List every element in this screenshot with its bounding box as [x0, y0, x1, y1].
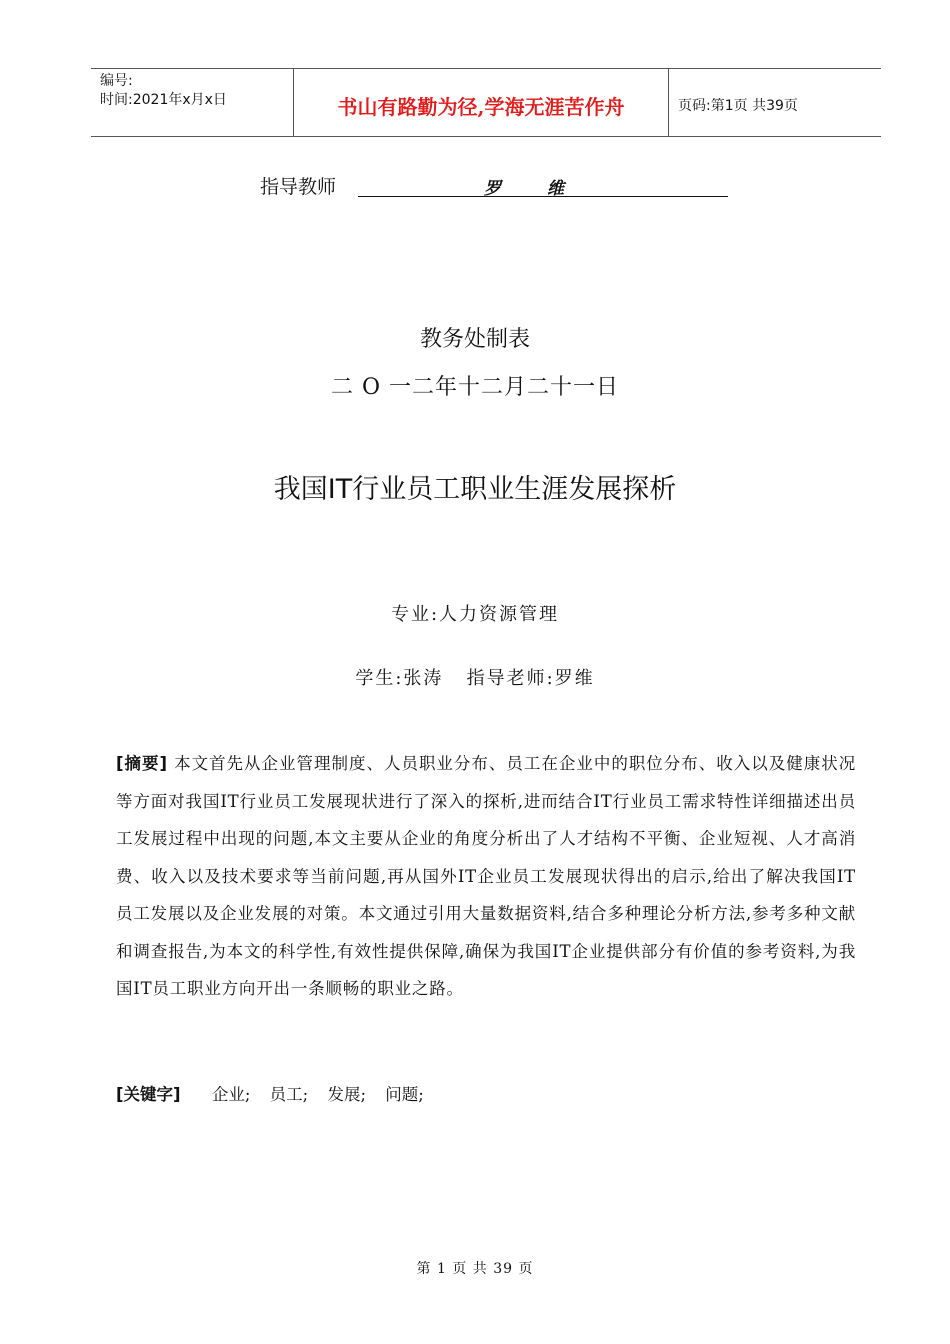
student-line: 学生:张涛 指导老师:罗维 — [355, 668, 595, 689]
keyword-item: 发展; — [327, 1085, 367, 1104]
advisor-label: 指导教师 — [260, 176, 337, 198]
header-motto-cell — [293, 69, 669, 136]
major-line: 专业:人力资源管理 — [390, 604, 560, 625]
header-table — [91, 68, 881, 137]
abstract-label: [摘要] — [116, 754, 168, 773]
time-label: 时间:2021年x月x日 — [100, 92, 227, 108]
abstract-text: 本文首先从企业管理制度、人员职业分布、员工在企业中的职位分布、收入以及健康状况等方面对我国IT行业员工发展现状进行了深入的探析,进而结合IT行业员工需求特性详细描述出员工发展过程中出现的问题,本文主要从企业的角度分析出了人才结构不平衡、企业短视、人才高消费、收入以及技术要求等当前问题,再从国外IT企业员工发展现状得出的启示,给出了解决我国IT员工发展以及企业发展的对策。本文通过引用大量数据资料,结合多种理论分析方法,参考多种文献和调查报告,为本文的科学性,有效性提供保障,确保为我国IT企业提供部分有价值的参考资料,为我国IT员工职业方向开出一条顺畅的职业之路。 — [116, 754, 856, 998]
abstract-paragraph — [116, 745, 856, 1008]
header-left-cell — [91, 69, 293, 136]
number-label: 编号: — [100, 73, 133, 89]
keyword-item: 企业; — [211, 1085, 251, 1104]
office-label: 教务处制表 — [419, 327, 530, 352]
date-label: 二 O 一二年十二月二十一日 — [330, 375, 620, 400]
header-page-cell — [668, 69, 881, 136]
header-page-info: 页码:第1页 共39页 — [678, 98, 798, 114]
keyword-item: 问题; — [385, 1085, 424, 1104]
keywords-label: [关键字] — [116, 1085, 181, 1104]
keyword-item: 员工; — [269, 1085, 309, 1104]
paper-title: 我国IT行业员工职业生涯发展探析 — [273, 474, 677, 505]
advisor-name: 罗维 — [484, 179, 610, 199]
keywords-line — [116, 1081, 438, 1105]
motto-text: 书山有路勤为径,学海无涯苦作舟 — [337, 95, 625, 119]
page-footer: 第 1 页 共 39 页 — [416, 1261, 534, 1277]
